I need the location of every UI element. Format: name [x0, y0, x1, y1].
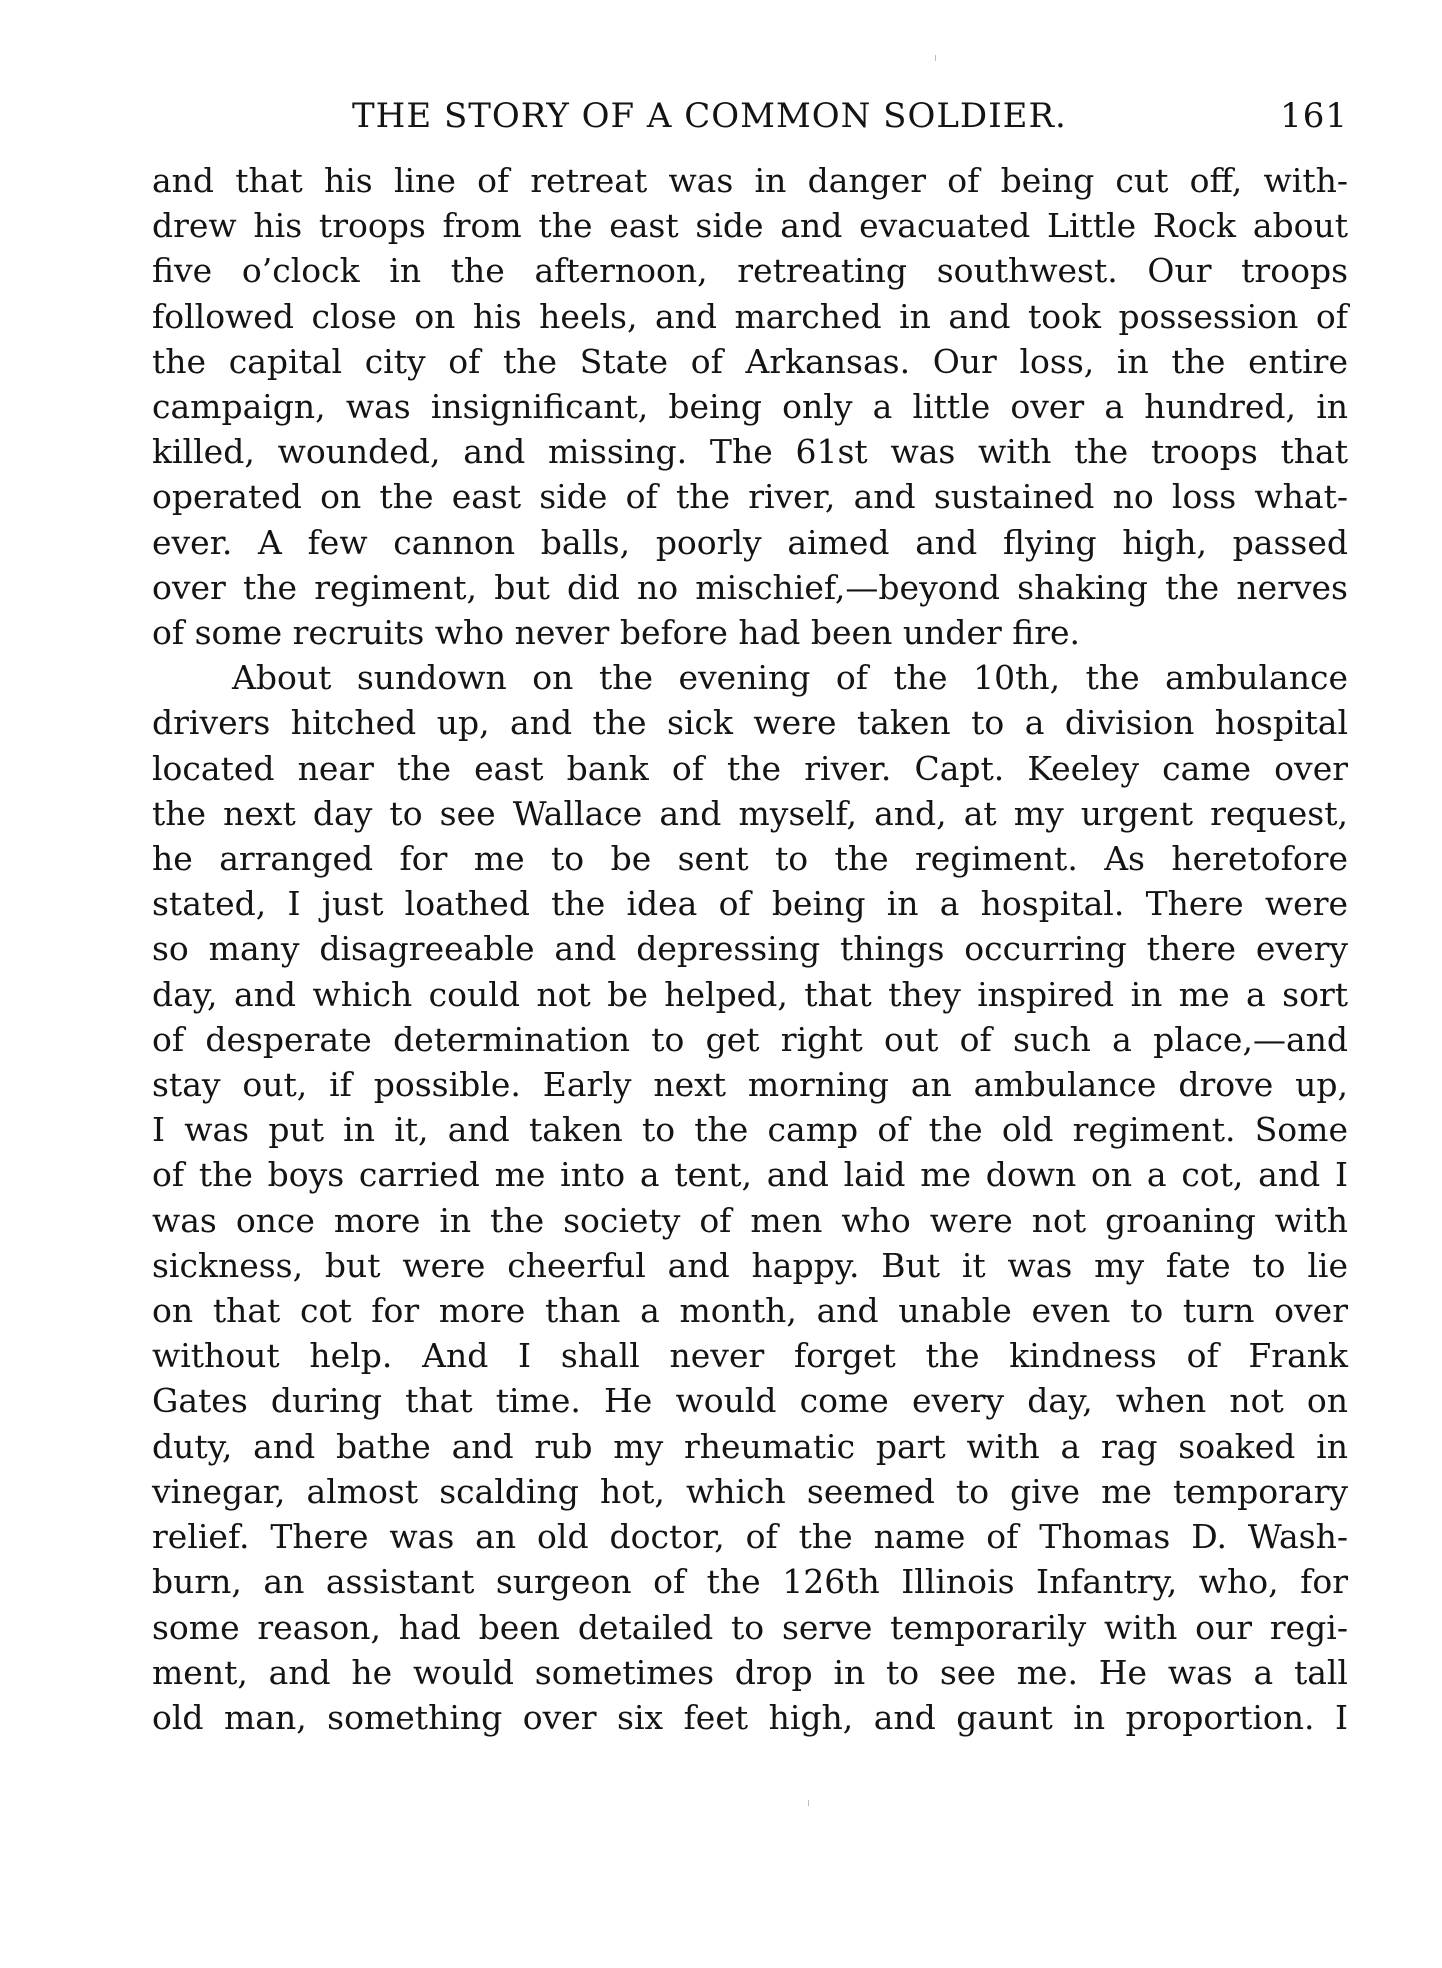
text-line: vinegar, almost scalding hot, which seemed to give me temporary [152, 1471, 1348, 1511]
scan-mark-bottom [808, 1800, 809, 1806]
text-line: burn, an assistant surgeon of the 126th Illinois Infantry, who, for [152, 1562, 1348, 1602]
text-line: About sundown on the evening of the 10th, the ambulance [232, 658, 1348, 698]
running-title: THE STORY OF A COMMON SOLDIER. [352, 96, 1067, 136]
text-line: drivers hitched up, and the sick were taken to a division hospital [152, 703, 1348, 743]
text-line: some reason, had been detailed to serve temporarily with our regi- [152, 1607, 1348, 1647]
text-line: killed, wounded, and missing. The 61st was with the troops that [152, 432, 1348, 472]
text-line: on that cot for more than a month, and unable even to turn over [152, 1291, 1348, 1331]
page-number: 161 [1280, 96, 1348, 136]
body-text [152, 158, 1348, 1740]
text-line: operated on the east side of the river, and sustained no loss what- [152, 477, 1348, 517]
text-line: so many disagreeable and depressing things occurring there every [152, 929, 1348, 969]
text-line: relief. There was an old doctor, of the name of Thomas D. Wash- [152, 1517, 1348, 1557]
text-line: over the regiment, but did no mischief,—beyond shaking the nerves [152, 567, 1348, 607]
text-line: Gates during that time. He would come every day, when not on [152, 1381, 1348, 1421]
text-line: and that his line of retreat was in danger of being cut off, with- [152, 161, 1348, 200]
text-line: ever. A few cannon balls, poorly aimed and flying high, passed [152, 522, 1348, 562]
running-header [152, 96, 1348, 148]
text-line: located near the east bank of the river. Capt. Keeley came over [152, 748, 1348, 788]
paragraph-1 [152, 158, 1348, 655]
text-line: I was put in it, and taken to the camp of the old regiment. Some [152, 1110, 1348, 1150]
book-page [152, 96, 1348, 1740]
text-line: he arranged for me to be sent to the regiment. As heretofore [152, 839, 1348, 879]
text-line: duty, and bathe and rub my rheumatic part with a rag soaked in [152, 1426, 1348, 1466]
paragraph-2 [152, 655, 1348, 1740]
text-line: sickness, but were cheerful and happy. But it was my fate to lie [152, 1245, 1348, 1285]
text-line: was once more in the society of men who were not groaning with [152, 1200, 1348, 1240]
text-line: ment, and he would sometimes drop in to see me. He was a tall [152, 1652, 1348, 1692]
text-line: old man, something over six feet high, and gaunt in proportion. I [152, 1697, 1348, 1737]
text-line: of the boys carried me into a tent, and laid me down on a cot, and I [152, 1155, 1348, 1195]
text-line: stay out, if possible. Early next morning an ambulance drove up, [152, 1065, 1348, 1105]
text-line: the capital city of the State of Arkansas. Our loss, in the entire [152, 341, 1348, 381]
text-line: stated, I just loathed the idea of being in a hospital. There were [152, 884, 1348, 924]
text-line: drew his troops from the east side and evacuated Little Rock about [152, 206, 1348, 246]
text-line: five o’clock in the afternoon, retreating southwest. Our troops [152, 251, 1348, 291]
text-line: day, and which could not be helped, that they inspired in me a sort [152, 974, 1348, 1014]
text-line: followed close on his heels, and marched in and took possession of [152, 296, 1348, 336]
text-line: without help. And I shall never forget the kindness of Frank [152, 1336, 1348, 1376]
text-line: of desperate determination to get right out of such a place,—and [152, 1019, 1348, 1059]
text-line: of some recruits who never before had been under fire. [152, 613, 1081, 653]
scan-mark-top [935, 55, 936, 61]
text-line: the next day to see Wallace and myself, and, at my urgent request, [152, 793, 1348, 833]
text-line: campaign, was insignificant, being only a little over a hundred, in [152, 387, 1348, 427]
